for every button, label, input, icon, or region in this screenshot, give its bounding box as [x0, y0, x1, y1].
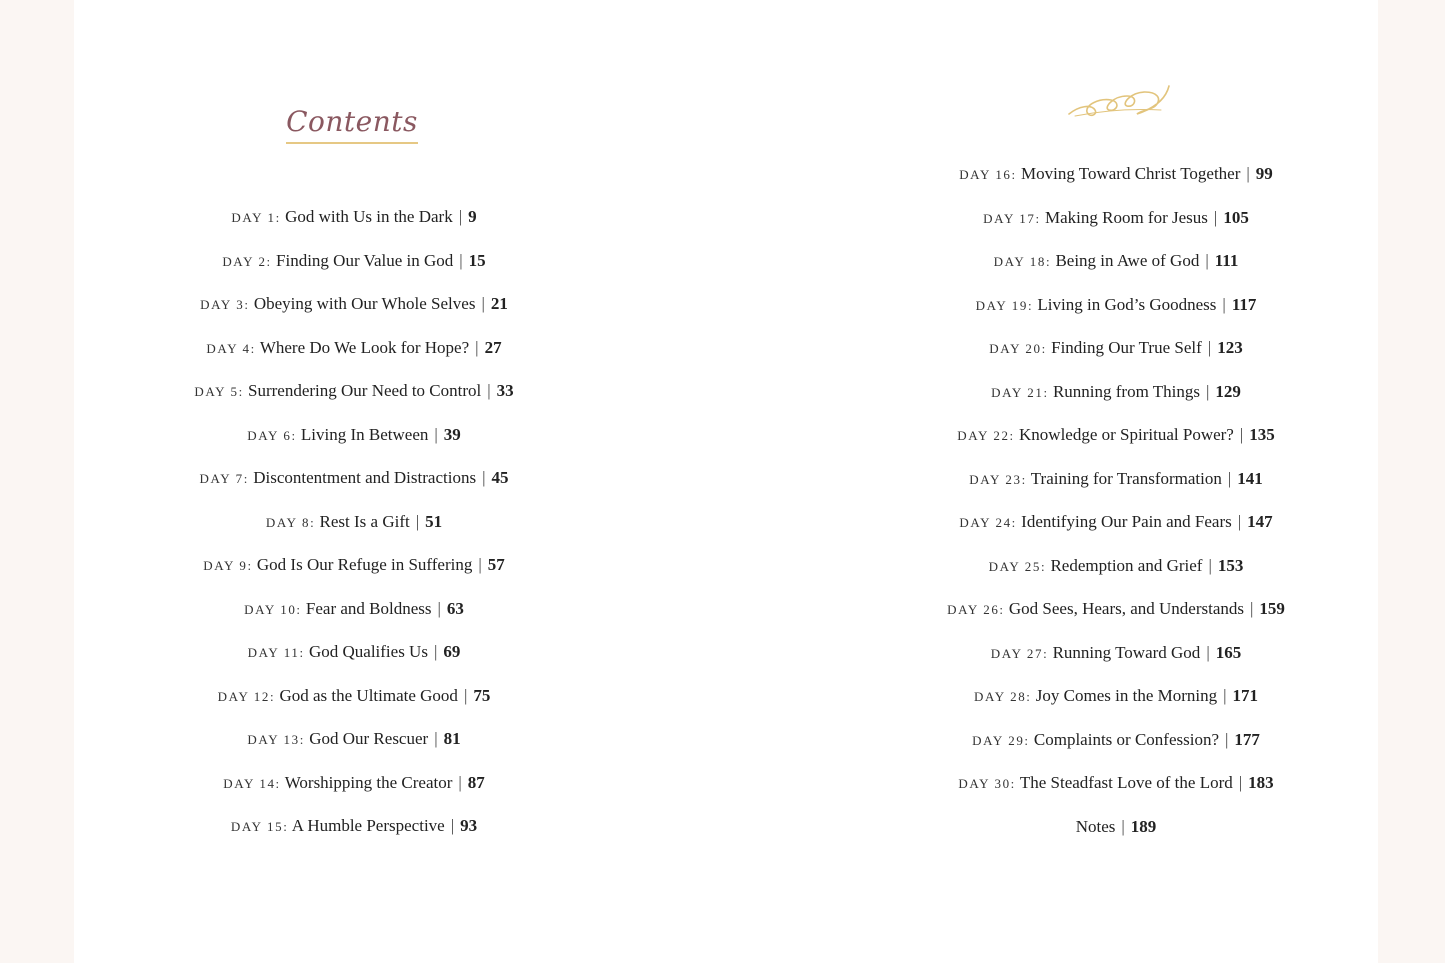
toc-entry-title: Running from Things [1052, 381, 1200, 401]
toc-separator: | [487, 381, 491, 400]
toc-day-label: DAY 9: [203, 558, 253, 573]
toc-separator: | [1246, 164, 1250, 183]
toc-separator: | [1225, 729, 1229, 749]
toc-entry-title: Finding Our True Self [1051, 338, 1202, 357]
toc-page-number: 171 [1232, 686, 1259, 705]
toc-day-label: DAY 7: [199, 471, 249, 486]
toc-separator: | [1205, 251, 1209, 270]
toc-entry-title: God Is Our Refuge in Suffering [256, 555, 473, 574]
toc-page-number: 129 [1215, 381, 1241, 401]
toc-entry [854, 370, 1378, 414]
toc-separator: | [1238, 773, 1243, 792]
toc-entry-title: Fear and Boldness [305, 598, 432, 618]
toc-entry [854, 587, 1378, 631]
toc-separator: | [437, 598, 441, 618]
toc-page-number: 123 [1217, 338, 1243, 357]
toc-entry [74, 500, 634, 544]
toc-entry [74, 674, 634, 718]
toc-entry [74, 456, 634, 500]
toc-separator: | [1222, 294, 1226, 314]
toc-day-label: DAY 8: [265, 514, 316, 530]
toc-day-label: DAY 13: [247, 732, 305, 747]
toc-day-label: DAY 21: [991, 384, 1049, 400]
toc-page-number: 51 [425, 511, 443, 531]
toc-entry [74, 717, 634, 761]
toc-entry [74, 369, 634, 413]
flourish-icon [1065, 80, 1175, 122]
toc-entry [854, 674, 1378, 718]
toc-separator: | [481, 294, 485, 313]
toc-entry-title: Knowledge or Spiritual Power? [1019, 425, 1234, 444]
toc-separator: | [1250, 599, 1254, 618]
toc-page-number: 9 [468, 207, 477, 226]
toc-separator: | [1239, 425, 1244, 444]
toc-day-label: DAY 23: [969, 471, 1027, 487]
toc-entry [74, 630, 634, 674]
toc-entry [854, 326, 1378, 370]
toc-separator: | [433, 642, 438, 661]
title-underline [286, 142, 418, 144]
toc-day-label: DAY 1: [231, 210, 281, 225]
toc-page-number: 39 [443, 424, 461, 444]
toc-entry [74, 413, 634, 457]
toc-entry [854, 805, 1378, 849]
toc-page-number: 141 [1237, 468, 1263, 488]
toc-entry-title: Joy Comes in the Morning [1035, 686, 1218, 705]
toc-page-number: 105 [1223, 207, 1249, 227]
toc-separator: | [1237, 512, 1242, 531]
toc-page-number: 177 [1234, 729, 1260, 749]
toc-page-number: 135 [1249, 425, 1275, 444]
toc-entry-title: God with Us in the Dark [285, 207, 453, 226]
toc-separator: | [1213, 207, 1218, 227]
toc-entry-title: Moving Toward Christ Together [1021, 164, 1241, 183]
toc-page-number: 21 [490, 294, 508, 313]
toc-entry-title: Notes [1075, 816, 1116, 836]
toc-entry-title: Surrendering Our Need to Control [248, 381, 482, 400]
toc-separator: | [1227, 468, 1232, 488]
toc-entry-title: God Our Rescuer [309, 729, 429, 748]
toc-page-number: 81 [443, 729, 461, 748]
toc-day-label: DAY 4: [206, 340, 256, 356]
toc-day-label: DAY 18: [993, 254, 1052, 269]
toc-entry-title: Being in Awe of God [1055, 251, 1200, 270]
toc-page-number: 189 [1130, 816, 1157, 836]
toc-entry-title: Discontentment and Distractions [253, 468, 477, 487]
toc-page-number: 153 [1217, 555, 1244, 575]
toc-page-number: 111 [1214, 251, 1239, 270]
contents-page-left [74, 0, 634, 963]
toc-day-label: DAY 28: [973, 689, 1032, 704]
toc-page-number: 45 [491, 468, 509, 487]
toc-entry [854, 457, 1378, 501]
toc-page-number: 99 [1255, 164, 1273, 183]
toc-day-label: DAY 10: [244, 601, 302, 617]
toc-entry [854, 152, 1378, 196]
toc-separator: | [1206, 642, 1210, 662]
toc-page-number: 147 [1247, 512, 1273, 531]
toc-entry [854, 761, 1378, 805]
toc-entry-title: God as the Ultimate Good [279, 685, 458, 705]
toc-separator: | [450, 816, 455, 835]
toc-separator: | [458, 207, 463, 226]
toc-page-number: 87 [467, 772, 485, 792]
toc-entry [74, 326, 634, 370]
toc-day-label: DAY 14: [223, 775, 281, 791]
toc-entry-title: Identifying Our Pain and Fears [1021, 512, 1232, 531]
toc-entry-title: Worshipping the Creator [284, 772, 453, 792]
toc-entry-title: Living in God’s Goodness [1037, 294, 1217, 314]
toc-entry [74, 239, 634, 283]
toc-day-label: DAY 2: [222, 253, 272, 269]
toc-separator: | [475, 337, 479, 357]
toc-entry [74, 761, 634, 805]
toc-entry [854, 718, 1378, 762]
toc-separator: | [1223, 686, 1227, 705]
toc-day-label: DAY 19: [975, 297, 1034, 313]
toc-day-label: DAY 5: [194, 384, 244, 399]
toc-separator: | [1208, 555, 1212, 575]
toc-list-right [854, 152, 1378, 848]
toc-day-label: DAY 12: [217, 688, 276, 704]
toc-day-label: DAY 20: [989, 341, 1047, 356]
toc-entry-title: A Humble Perspective [291, 816, 445, 835]
toc-page-number: 75 [473, 685, 491, 705]
toc-day-label: DAY 15: [230, 819, 289, 834]
book-spread [74, 0, 1378, 963]
toc-entry [74, 543, 634, 587]
toc-page-number: 63 [446, 598, 464, 618]
toc-separator: | [463, 685, 468, 705]
toc-page-number: 117 [1231, 294, 1257, 314]
toc-entry-title: The Steadfast Love of the Lord [1019, 773, 1233, 792]
toc-page-number: 159 [1259, 599, 1285, 618]
toc-separator: | [459, 250, 463, 270]
toc-entry-title: Making Room for Jesus [1044, 207, 1208, 227]
toc-day-label: DAY 24: [959, 515, 1017, 530]
toc-separator: | [478, 555, 482, 574]
toc-entry [854, 631, 1378, 675]
toc-page-number: 183 [1248, 773, 1274, 792]
toc-separator: | [1205, 381, 1210, 401]
toc-entry [74, 804, 634, 848]
toc-day-label: DAY 22: [957, 428, 1015, 443]
toc-day-label: DAY 11: [247, 645, 305, 660]
toc-entry-title: Living In Between [300, 424, 429, 444]
toc-day-label: DAY 17: [983, 210, 1041, 226]
toc-separator: | [482, 468, 486, 487]
toc-entry-title: God Qualifies Us [308, 642, 428, 661]
toc-page-number: 33 [496, 381, 514, 400]
toc-day-label: DAY 16: [959, 167, 1017, 182]
toc-list-left [74, 195, 634, 848]
toc-day-label: DAY 27: [990, 645, 1049, 661]
toc-entry-title: Redemption and Grief [1050, 555, 1203, 575]
toc-entry-title: Running Toward God [1052, 642, 1201, 662]
toc-separator: | [458, 772, 462, 792]
toc-entry-title: Obeying with Our Whole Selves [253, 294, 476, 313]
toc-day-label: DAY 6: [247, 427, 297, 443]
toc-day-label: DAY 29: [972, 732, 1030, 748]
toc-entry [74, 282, 634, 326]
toc-entry [854, 413, 1378, 457]
toc-entry-title: Complaints or Confession? [1033, 729, 1219, 749]
toc-day-label: DAY 3: [200, 297, 250, 312]
toc-page-number: 15 [468, 250, 486, 270]
toc-separator: | [434, 729, 438, 748]
toc-separator: | [1207, 338, 1212, 357]
toc-day-label: DAY 26: [947, 602, 1005, 617]
toc-entry [74, 195, 634, 239]
toc-entry-title: Where Do We Look for Hope? [259, 337, 470, 357]
toc-entry-title: Finding Our Value in God [276, 250, 454, 270]
toc-entry-title: God Sees, Hears, and Understands [1008, 599, 1245, 618]
toc-entry [854, 239, 1378, 283]
contents-page-right [854, 0, 1378, 963]
toc-entry [74, 587, 634, 631]
toc-entry [854, 196, 1378, 240]
toc-entry [854, 500, 1378, 544]
toc-page-number: 93 [460, 816, 478, 835]
toc-entry-title: Rest Is a Gift [319, 511, 410, 531]
toc-page-number: 165 [1215, 642, 1242, 662]
toc-entry [854, 283, 1378, 327]
toc-day-label: DAY 30: [958, 776, 1016, 791]
toc-page-number: 27 [484, 337, 502, 357]
toc-page-number: 57 [487, 555, 505, 574]
toc-separator: | [434, 424, 438, 444]
toc-entry-title: Training for Transformation [1030, 468, 1222, 488]
toc-entry [854, 544, 1378, 588]
toc-separator: | [1121, 816, 1125, 836]
toc-page-number: 69 [443, 642, 461, 661]
contents-title: Contents [286, 105, 418, 138]
toc-day-label: DAY 25: [988, 558, 1047, 574]
toc-separator: | [415, 511, 420, 531]
